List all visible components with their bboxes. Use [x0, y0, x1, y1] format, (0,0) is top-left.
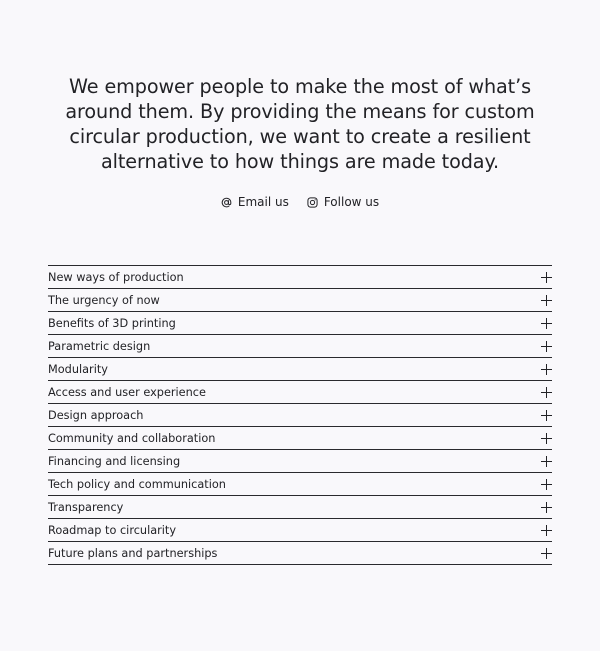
at-icon [221, 197, 232, 208]
accordion-item-new-ways-of-production[interactable] [48, 266, 552, 289]
accordion-item-label: Design approach [48, 408, 144, 422]
plus-icon [541, 387, 552, 398]
instagram-icon [307, 197, 318, 208]
follow-us-label: Follow us [323, 195, 380, 209]
plus-icon [541, 272, 552, 283]
plus-icon [541, 525, 552, 536]
accordion-item-label: Transparency [48, 500, 124, 514]
email-us-link[interactable] [221, 193, 289, 211]
topics-accordion [48, 265, 552, 565]
accordion-item-roadmap-to-circularity[interactable] [48, 519, 552, 542]
follow-us-link[interactable] [307, 193, 379, 211]
plus-icon [541, 479, 552, 490]
accordion-item-access-and-user-experience[interactable] [48, 381, 552, 404]
intro-statement: We empower people to make the most of what’s around them. By providing the means for custom circular production, we want to create a resilient alternative to how things are made today. [65, 75, 535, 173]
plus-icon [541, 502, 552, 513]
accordion-item-design-approach[interactable] [48, 404, 552, 427]
accordion-item-label: Modularity [48, 362, 108, 376]
accordion-item-tech-policy-and-communication[interactable] [48, 473, 552, 496]
accordion-item-financing-and-licensing[interactable] [48, 450, 552, 473]
accordion-item-label: Community and collaboration [48, 431, 216, 445]
plus-icon [541, 433, 552, 444]
accordion-item-label: The urgency of now [48, 293, 160, 307]
plus-icon [541, 456, 552, 467]
plus-icon [541, 318, 552, 329]
accordion-item-label: Access and user experience [48, 385, 206, 399]
accordion-item-community-and-collaboration[interactable] [48, 427, 552, 450]
accordion-item-label: Tech policy and communication [48, 477, 226, 491]
plus-icon [541, 341, 552, 352]
accordion-item-label: Roadmap to circularity [48, 523, 177, 537]
accordion-item-label: New ways of production [48, 270, 184, 284]
plus-icon [541, 410, 552, 421]
accordion-item-future-plans-and-partnerships[interactable] [48, 542, 552, 565]
accordion-item-label: Parametric design [48, 339, 151, 353]
accordion-item-label: Financing and licensing [48, 454, 181, 468]
accordion-item-benefits-of-3d-printing[interactable] [48, 312, 552, 335]
email-us-label: Email us [237, 195, 289, 209]
accordion-item-label: Benefits of 3D printing [48, 316, 176, 330]
accordion-item-transparency[interactable] [48, 496, 552, 519]
plus-icon [541, 364, 552, 375]
contact-links [0, 193, 600, 211]
accordion-item-label: Future plans and partnerships [48, 546, 218, 560]
accordion-item-the-urgency-of-now[interactable] [48, 289, 552, 312]
plus-icon [541, 548, 552, 559]
accordion-item-parametric-design[interactable] [48, 335, 552, 358]
accordion-item-modularity[interactable] [48, 358, 552, 381]
plus-icon [541, 295, 552, 306]
